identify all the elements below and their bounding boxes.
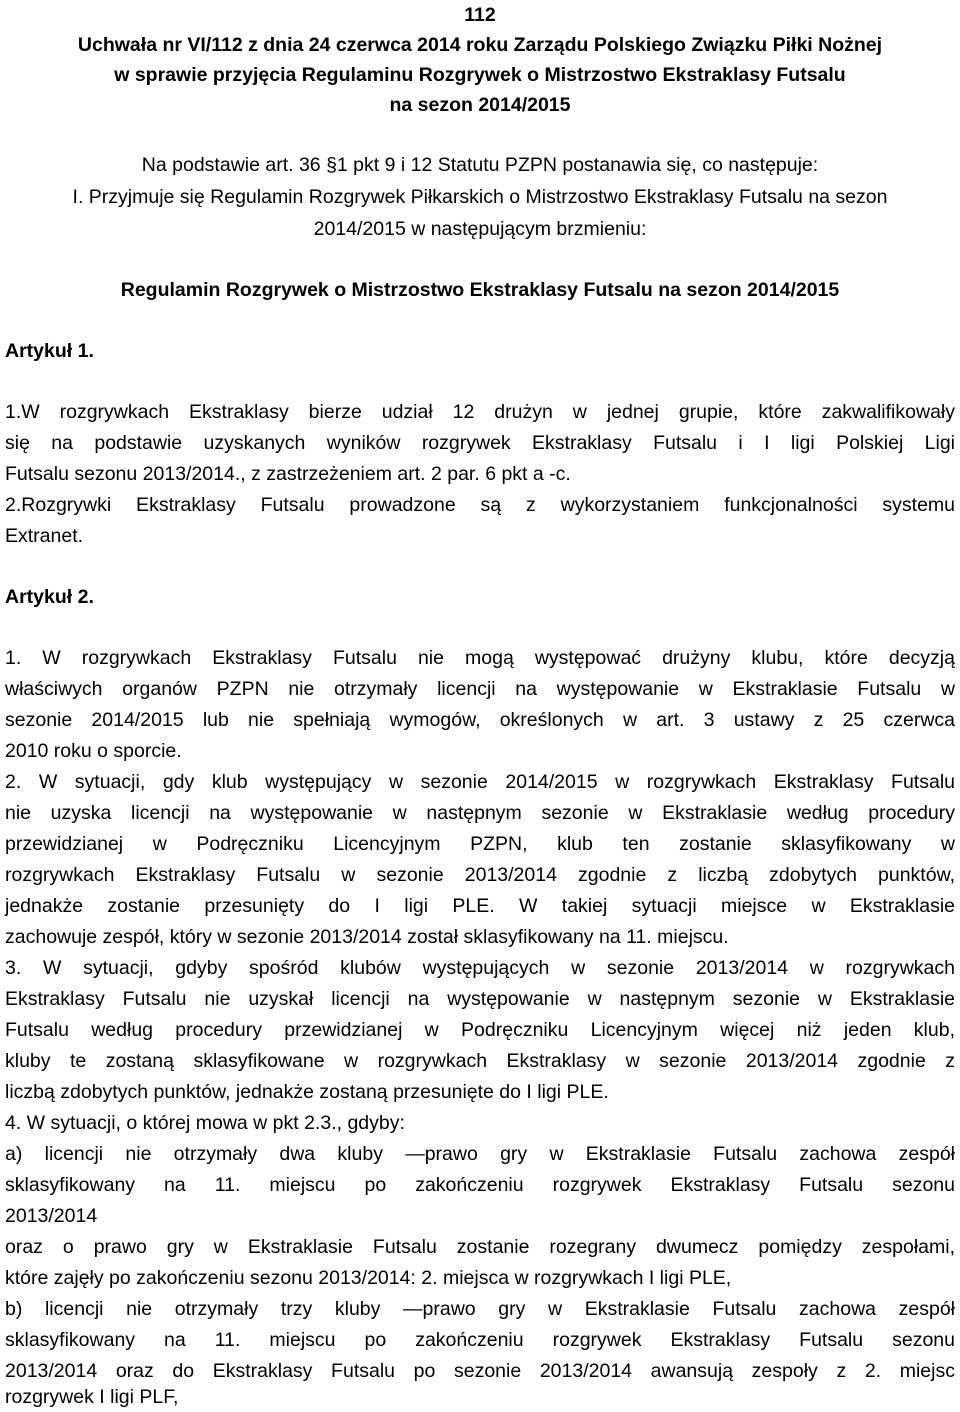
point-1-line-1: I. Przyjmuje się Regulamin Rozgrywek Piłkarskich o Mistrzostwo Ekstraklasy Futsalu na sezon bbox=[72, 186, 888, 208]
article-2-line-23: sklasyfikowany na 11. miejscu po zakończeniu rozgrywek Ekstraklasy Futsalu sezonu bbox=[5, 1329, 955, 1351]
article-2-line-25: rozgrywek I ligi PLF, bbox=[5, 1386, 179, 1408]
article-1-heading: Artykuł 1. bbox=[5, 340, 94, 362]
article-2-line-18: sklasyfikowany na 11. miejscu po zakończeniu rozgrywek Ekstraklasy Futsalu sezonu bbox=[5, 1174, 955, 1196]
article-2-line-8: rozgrywkach Ekstraklasy Futsalu w sezonie 2013/2014 zgodnie z liczbą zdobytych punktów, bbox=[5, 864, 955, 886]
point-1-line-2: 2014/2015 w następującym brzmieniu: bbox=[313, 218, 647, 240]
article-1-line-1: 1.W rozgrywkach Ekstraklasy bierze udział 12 drużyn w jednej grupie, które zakwalifikowały bbox=[5, 401, 955, 423]
article-2-line-15: liczbą zdobytych punktów, jednakże zostaną przesunięte do I ligi PLE. bbox=[5, 1081, 609, 1103]
article-2-line-1: 1. W rozgrywkach Ekstraklasy Futsalu nie mogą występować drużyny klubu, które decyzją bbox=[5, 647, 955, 669]
article-2-line-21: które zajęły po zakończeniu sezonu 2013/2014: 2. miejsca w rozgrywkach I ligi PLE, bbox=[5, 1267, 732, 1289]
resolution-title-line-1: Uchwała nr VI/112 z dnia 24 czerwca 2014 roku Zarządu Polskiego Związku Piłki Nożnej bbox=[77, 34, 883, 56]
article-2-line-2: właściwych organów PZPN nie otrzymały licencji na występowanie w Ekstraklasie Futsalu w bbox=[5, 678, 955, 700]
article-2-line-9: jednakże zostanie przesunięty do I ligi PLE. W takiej sytuacji miejsce w Ekstraklasie bbox=[5, 895, 955, 917]
resolution-title-line-2: w sprawie przyjęcia Regulaminu Rozgrywek o Mistrzostwo Ekstraklasy Futsalu bbox=[114, 64, 846, 86]
article-2-line-16: 4. W sytuacji, o której mowa w pkt 2.3., gdyby: bbox=[5, 1112, 405, 1134]
article-2-line-24: 2013/2014 oraz do Ekstraklasy Futsalu po sezonie 2013/2014 awansują zespoły z 2. miejsc bbox=[5, 1360, 955, 1382]
article-2-line-12: Ekstraklasy Futsalu nie uzyskał licencji na występowanie w następnym sezonie w Ekstraklasie bbox=[5, 988, 955, 1010]
article-2-line-10: zachowuje zespół, który w sezonie 2013/2014 został sklasyfikowany na 11. miejscu. bbox=[5, 926, 729, 948]
article-2-line-7: przewidzianej w Podręczniku Licencyjnym PZPN, klub ten zostanie sklasyfikowany w bbox=[5, 833, 955, 855]
article-2-line-3: sezonie 2014/2015 lub nie spełniają wymogów, określonych w art. 3 ustawy z 25 czerwca bbox=[5, 709, 955, 731]
article-1-line-5: Extranet. bbox=[5, 525, 84, 547]
page-number: 112 bbox=[464, 4, 496, 26]
article-2-line-22: b) licencji nie otrzymały trzy kluby —prawo gry w Ekstraklasie Futsalu zachowa zespół bbox=[5, 1298, 955, 1320]
article-2-line-13: Futsalu według procedury przewidzianej w Podręczniku Licencyjnym więcej niż jeden klub, bbox=[5, 1019, 955, 1041]
resolution-title-line-3: na sezon 2014/2015 bbox=[389, 94, 571, 116]
article-2-line-14: kluby te zostaną sklasyfikowane w rozgrywkach Ekstraklasy w sezonie 2013/2014 zgodnie z bbox=[5, 1050, 955, 1072]
article-2-line-20: oraz o prawo gry w Ekstraklasie Futsalu zostanie rozegrany dwumecz pomiędzy zespołami, bbox=[5, 1236, 955, 1258]
article-1-line-4: 2.Rozgrywki Ekstraklasy Futsalu prowadzone są z wykorzystaniem funkcjonalności systemu bbox=[5, 494, 955, 516]
article-2-line-11: 3. W sytuacji, gdyby spośród klubów występujących w sezonie 2013/2014 w rozgrywkach bbox=[5, 957, 955, 979]
legal-basis: Na podstawie art. 36 §1 pkt 9 i 12 Statutu PZPN postanawia się, co następuje: bbox=[141, 154, 819, 176]
article-2-line-6: nie uzyska licencji na występowanie w następnym sezonie w Ekstraklasie według procedury bbox=[5, 802, 955, 824]
article-2-line-19: 2013/2014 bbox=[5, 1205, 98, 1227]
article-1-line-2: się na podstawie uzyskanych wyników rozgrywek Ekstraklasy Futsalu i I ligi Polskiej Ligi bbox=[5, 432, 955, 454]
article-1-line-3: Futsalu sezonu 2013/2014., z zastrzeżeniem art. 2 par. 6 pkt a -c. bbox=[5, 463, 571, 485]
article-2-line-4: 2010 roku o sporcie. bbox=[5, 740, 182, 762]
article-2-heading: Artykuł 2. bbox=[5, 586, 94, 608]
regulation-title: Regulamin Rozgrywek o Mistrzostwo Ekstraklasy Futsalu na sezon 2014/2015 bbox=[120, 279, 840, 301]
article-2-line-5: 2. W sytuacji, gdy klub występujący w sezonie 2014/2015 w rozgrywkach Ekstraklasy Futsalu bbox=[5, 771, 955, 793]
article-2-line-17: a) licencji nie otrzymały dwa kluby —prawo gry w Ekstraklasie Futsalu zachowa zespół bbox=[5, 1143, 955, 1165]
